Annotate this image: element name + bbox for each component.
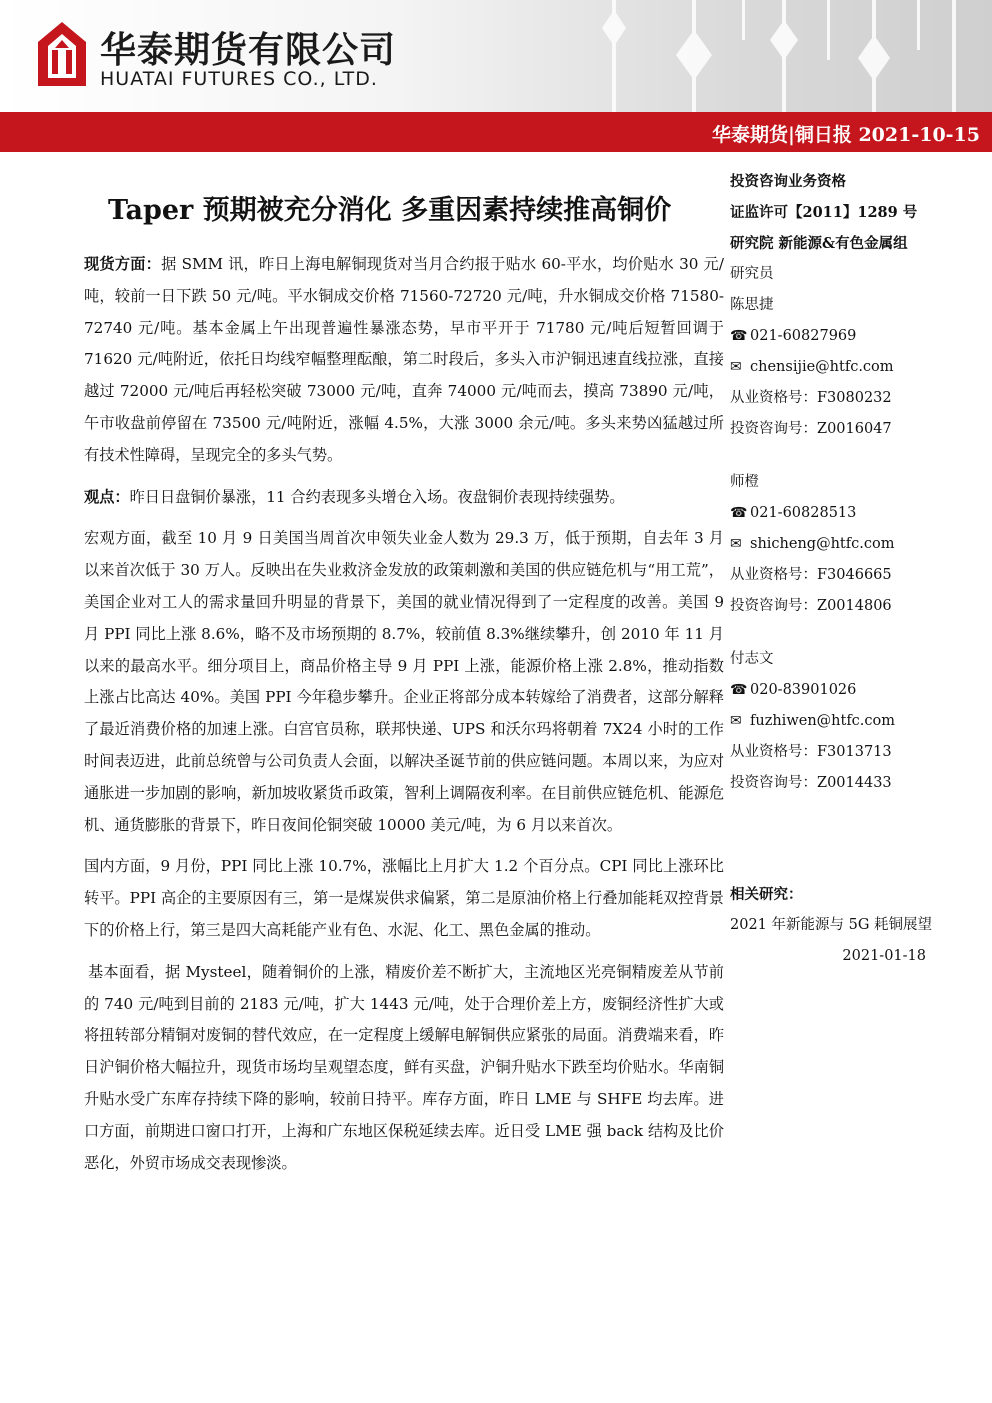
researcher-consult: 投资咨询号：Z0014806 — [730, 598, 892, 614]
paragraph-text: 宏观方面，截至 10 月 9 日美国当周首次申领失业金人数为 29.3 万，低于预期，自去年 3 月以来首次低于 30 万人。反映出在失业救济金发放的政策刺激和美国的供应链危机与“用工荒”，美国企业对工人的需求量回升明显的背景下，美国的就业情况得到了一定程度的改善。美国 9 月 PPI 同比上涨 8.6%，略不及市场预期的 8.7%，较前值 8.3%继续攀升，创 2010 年 11 月以来的最高水平。细分项目上，商品价格主导 9 月 PPI 上涨，能源价格上涨 2.8%，推动指数上涨占比高达 40%。美国 PPI 今年稳步攀升。企业正将部分成本转嫁给了消费者，这部分解释了最近消费价格的加速上涨。白宫官员称，联邦快递、UPS 和沃尔玛将朝着 7X24 小时的工作时间表迈进，此前总统曾与公司负责人会面，以解决圣诞节前的供应链问题。本周以来，为应对通胀进一步加剧的影响，新加坡收紧货币政策，智利上调隔夜利率。在目前供应链危机、能源危机、通货膨胀的背景下，昨日夜间伦铜突破 10000 美元/吨，为 6 月以来首次。 — [84, 529, 724, 834]
company-name-en: HUATAI FUTURES CO., LTD. — [100, 68, 378, 90]
report-banner — [0, 112, 992, 152]
paragraph-macro — [84, 523, 724, 841]
license-number: 证监许可【2011】1289 号 — [730, 204, 918, 221]
researcher-email: ✉ shicheng@htfc.com — [730, 529, 980, 560]
paragraph-view: 观点：昨日日盘铜价暴涨，11 合约表现多头增仓入场。夜盘铜价表现持续强势。 — [84, 487, 625, 506]
report-title: Taper 预期被充分消化 多重因素持续推高铜价 — [108, 195, 672, 226]
researcher-name: 师橙 — [730, 474, 759, 490]
envelope-icon: ✉ — [730, 536, 742, 552]
researcher-cert: 从业资格号：F3046665 — [730, 567, 892, 583]
researcher-phone: ☎ 020-83901026 — [730, 675, 980, 706]
paragraph-text: 国内方面，9 月份，PPI 同比上涨 10.7%，涨幅比上月扩大 1.2 个百分点。CPI 同比上涨环比转平。PPI 高企的主要原因有三，第一是煤炭供求偏紧，第二是原油价格上行叠加能耗双控背景下的价格上行，第三是四大高耗能产业有色、水泥、化工、黑色金属的推动。 — [84, 857, 724, 939]
phone-icon: ☎ — [730, 328, 748, 344]
researcher-phone: ☎ 021-60827969 — [730, 321, 980, 352]
envelope-icon: ✉ — [730, 359, 742, 375]
research-department: 研究院 新能源&有色金属组 — [730, 235, 908, 252]
researcher-phone: ☎ 021-60828513 — [730, 498, 980, 529]
researcher-email: ✉ chensijie@htfc.com — [730, 352, 980, 383]
paragraph-lead: 观点 — [84, 487, 115, 506]
researcher-consult: 投资咨询号：Z0016047 — [730, 421, 892, 437]
paragraph-text: 基本面看，据 Mysteel，随着铜价的上涨，精废价差不断扩大，主流地区光亮铜精废差从节前的 740 元/吨到目前的 2183 元/吨，扩大 1443 元/吨，处于合理价差上方，废铜经济性扩大或将扭转部分精铜对废铜的替代效应，在一定程度上缓解电解铜供应紧张的局面。消费端来看，昨日沪铜价格大幅拉升，现货市场均呈观望态度，鲜有买盘，沪铜升贴水下跌至均价贴水。华南铜升贴水受广东库存持续下降的影响，较前日持平。库存方面，昨日 LME 与 SHFE 均去库。进口方面，前期进口窗口打开，上海和广东地区保税延续去库。近日受 LME 强 back 结构及比价恶化，外贸市场成交表现惨淡。 — [84, 962, 724, 1172]
company-logo-icon — [36, 20, 88, 88]
paragraph-text: 据 SMM 讯，昨日上海电解铜现货对当月合约报于贴水 60-平水，均价贴水 30 元/吨，较前一日下跌 50 元/吨。平水铜成交价格 71560-72720 元/吨，升水铜成交价格 71580-72740 元/吨。基本金属上午出现普遍性暴涨态势，早市平开于 71780 元/吨后短暂回调于 71620 元/吨附近，依托日均线窄幅整理酝酿，第二时段后，多头入市沪铜迅速直线拉涨，直接越过 72000 元/吨后再轻松突破 73000 元/吨，直奔 74000 元/吨而去，摸高 73890 元/吨，午市收盘前停留在 73500 元/吨附近，涨幅 4.5%，大涨 3000 余元/吨。多头来势凶猛越过所有技术性障碍，呈现完全的多头气势。 — [84, 255, 725, 464]
researcher-name: 付志文 — [730, 651, 774, 667]
phone-icon: ☎ — [730, 682, 748, 698]
related-research-date: 2021-01-18 — [842, 948, 926, 964]
company-name-cn: 华泰期货有限公司 — [100, 30, 397, 71]
paragraph-spot: 现货方面：据 SMM 讯，昨日上海电解铜现货对当月合约报于贴水 60-平水，均价贴水 30 元/吨，较前一日下跌 50 元/吨。平水铜成交价格 71560-72720 元/吨，升水铜成交价格 71580-72740 元/吨。基本金属上午出现普遍性暴涨态势，早市平开于 71780 元/吨后短暂回调于 71620 元/吨附近，依托日均线窄幅整理酝酿，第二时段后，多头入市沪铜迅速直线拉涨，直接越过 72000 元/吨后再轻松突破 73000 元/吨，直奔 74000 元/吨而去，摸高 73890 元/吨，午市收盘前停留在 73500 元/吨附近，涨幅 4.5%，大涨 3000 余元/吨。多头来势凶猛越过所有技术性障碍，呈现完全的多头气势。 — [84, 255, 725, 464]
researcher-cert: 从业资格号：F3013713 — [730, 744, 892, 760]
qualification-title: 投资咨询业务资格 — [730, 173, 846, 190]
researcher-consult: 投资咨询号：Z0014433 — [730, 775, 892, 791]
paragraph-text: 昨日日盘铜价暴涨，11 合约表现多头增仓入场。夜盘铜价表现持续强势。 — [129, 487, 625, 506]
related-research-title: 相关研究： — [730, 886, 803, 903]
researcher-cert: 从业资格号：F3080232 — [730, 390, 892, 406]
header-decoration — [572, 0, 992, 112]
role-label: 研究员 — [730, 266, 774, 282]
paragraph-domestic — [84, 851, 724, 946]
sidebar — [730, 166, 980, 972]
researcher-email: ✉ fuzhiwen@htfc.com — [730, 706, 980, 737]
paragraph-lead: 现货方面 — [84, 255, 146, 273]
phone-icon: ☎ — [730, 505, 748, 521]
envelope-icon: ✉ — [730, 713, 742, 729]
researcher-name: 陈思捷 — [730, 297, 774, 313]
related-research-item[interactable]: 2021 年新能源与 5G 耗铜展望 — [730, 917, 933, 933]
report-type-date: 华泰期货|铜日报 2021-10-15 — [711, 124, 980, 146]
paragraph-fundamentals — [84, 957, 724, 1180]
report-body — [84, 249, 724, 1189]
page-header — [0, 0, 992, 112]
